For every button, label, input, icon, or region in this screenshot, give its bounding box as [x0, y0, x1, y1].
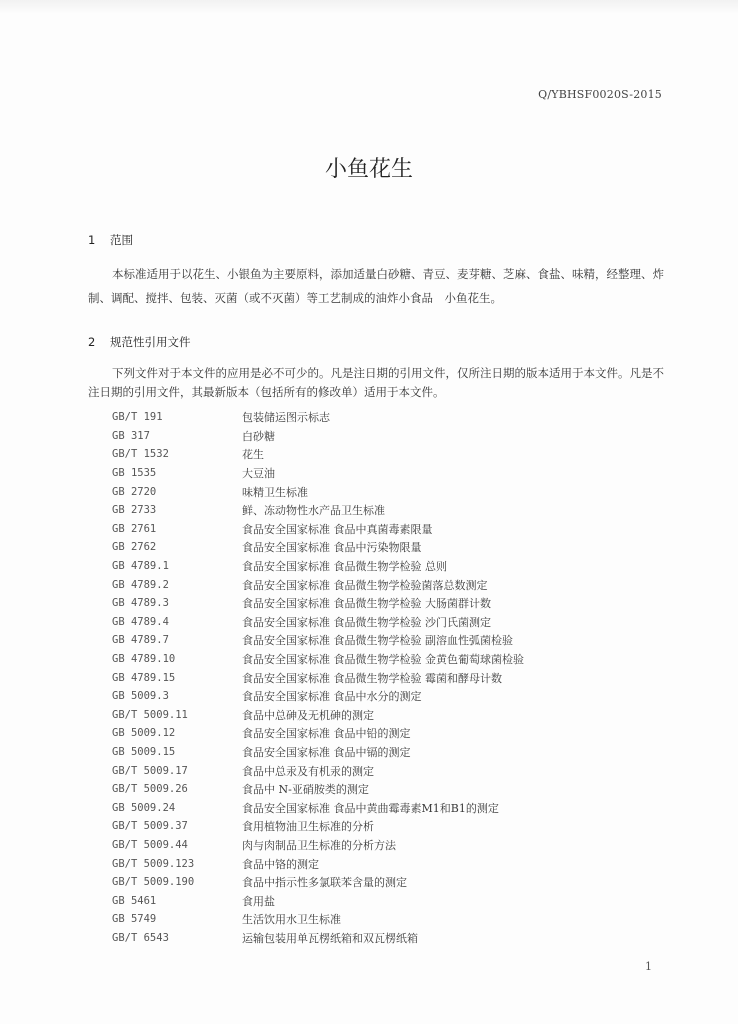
reference-title: 食品安全国家标准 食品中真菌毒素限量	[242, 522, 433, 536]
reference-title: 食用盐	[242, 894, 275, 908]
reference-title: 包装储运图示标志	[242, 411, 330, 425]
reference-item	[112, 501, 632, 520]
reference-item	[112, 891, 632, 910]
section-number: 1	[88, 233, 96, 247]
reference-item	[112, 798, 632, 817]
reference-item	[112, 929, 632, 948]
reference-code: GB/T 5009.17	[112, 764, 188, 777]
reference-item	[112, 743, 632, 762]
reference-title: 运输包装用单瓦楞纸箱和双瓦楞纸箱	[242, 931, 418, 945]
reference-code: GB/T 6543	[112, 931, 169, 944]
reference-item	[112, 761, 632, 780]
section-number: 2	[88, 335, 96, 349]
reference-title: 食品安全国家标准 食品微生物学检验菌落总数测定	[242, 578, 488, 592]
reference-code: GB 2761	[112, 522, 157, 535]
reference-title: 食品安全国家标准 食品中水分的测定	[242, 690, 422, 704]
reference-title: 食品安全国家标准 食品中污染物限量	[242, 541, 422, 555]
page-number: 1	[645, 960, 652, 973]
section-heading-references	[88, 334, 191, 350]
reference-item	[112, 631, 632, 650]
reference-item	[112, 557, 632, 576]
reference-code: GB 2733	[112, 504, 157, 517]
reference-code: GB 4789.1	[112, 560, 169, 573]
reference-code: GB 1535	[112, 467, 157, 480]
page-title: 小鱼花生	[324, 157, 413, 182]
reference-title: 食品安全国家标准 食品中铅的测定	[242, 727, 411, 741]
reference-code: GB 317	[112, 429, 150, 442]
reference-code: GB 4789.10	[112, 653, 176, 666]
section-paragraph-scope: 本标准适用于以花生、小银鱼为主要原料，添加适量白砂糖、青豆、麦芽糖、芝麻、食盐、味精，经整理、炸制、调配、搅拌、包装、灭菌（或不灭菌）等工艺制成的油炸小食品 小鱼花生。	[88, 267, 664, 305]
reference-code: GB 4789.7	[112, 634, 169, 647]
reference-item	[112, 445, 632, 464]
section-paragraph-references: 下列文件对于本文件的应用是必不可少的。凡是注日期的引用文件，仅所注日期的版本适用于本文件。凡是不注日期的引用文件，其最新版本（包括所有的修改单）适用于本文件。	[88, 366, 664, 399]
scan-edge	[0, 0, 738, 14]
reference-code: GB 5009.3	[112, 690, 169, 703]
reference-title: 食品安全国家标准 食品微生物学检验 副溶血性弧菌检验	[242, 634, 513, 648]
reference-title: 食品中指示性多氯联苯含量的测定	[242, 876, 407, 890]
reference-code: GB 4789.2	[112, 578, 169, 591]
reference-item	[112, 836, 632, 855]
reference-title: 味精卫生标准	[242, 485, 308, 499]
reference-item	[112, 780, 632, 799]
reference-item	[112, 520, 632, 539]
reference-code: GB 5009.12	[112, 727, 176, 740]
reference-item	[112, 817, 632, 836]
reference-item	[112, 668, 632, 687]
reference-item	[112, 854, 632, 873]
reference-item	[112, 724, 632, 743]
reference-item	[112, 650, 632, 669]
reference-title: 花生	[242, 448, 264, 462]
reference-item	[112, 873, 632, 892]
reference-code: GB 5009.15	[112, 745, 176, 758]
reference-title: 食品安全国家标准 食品微生物学检验 霉菌和酵母计数	[242, 671, 502, 685]
reference-title: 大豆油	[242, 467, 275, 481]
reference-item	[112, 464, 632, 483]
reference-item	[112, 538, 632, 557]
reference-title: 食品安全国家标准 食品微生物学检验 沙门氏菌测定	[242, 615, 491, 629]
reference-item	[112, 687, 632, 706]
document-code: Q/YBHSF0020S-2015	[538, 88, 662, 101]
reference-title: 食品中总汞及有机汞的测定	[242, 764, 374, 778]
reference-item	[112, 482, 632, 501]
reference-code: GB 4789.3	[112, 597, 169, 610]
reference-title: 食品安全国家标准 食品微生物学检验 金黄色葡萄球菌检验	[242, 653, 524, 667]
reference-code: GB/T 5009.26	[112, 783, 188, 796]
reference-title: 食品安全国家标准 食品微生物学检验 总则	[242, 560, 447, 574]
section-heading-scope	[88, 232, 133, 248]
reference-title: 肉与肉制品卫生标准的分析方法	[242, 838, 396, 852]
reference-code: GB/T 5009.11	[112, 708, 188, 721]
reference-item	[112, 594, 632, 613]
reference-code: GB 2720	[112, 485, 157, 498]
section-title: 范围	[110, 233, 133, 247]
reference-item	[112, 706, 632, 725]
reference-code: GB 4789.15	[112, 671, 176, 684]
reference-code: GB 2762	[112, 541, 157, 554]
reference-code: GB/T 5009.123	[112, 857, 195, 870]
reference-item	[112, 427, 632, 446]
reference-code: GB 5749	[112, 913, 157, 926]
section-title: 规范性引用文件	[110, 335, 191, 349]
reference-title: 食品中总砷及无机砷的测定	[242, 708, 374, 722]
reference-code: GB/T 5009.37	[112, 820, 188, 833]
reference-title: 鲜、冻动物性水产品卫生标准	[242, 504, 385, 518]
reference-list	[112, 408, 632, 947]
reference-title: 食用植物油卫生标准的分析	[242, 820, 374, 834]
reference-item	[112, 408, 632, 427]
reference-title: 白砂糖	[242, 429, 275, 443]
reference-code: GB 4789.4	[112, 615, 169, 628]
reference-item	[112, 613, 632, 632]
reference-code: GB/T 1532	[112, 448, 169, 461]
reference-title: 生活饮用水卫生标准	[242, 913, 341, 927]
reference-title: 食品安全国家标准 食品中黄曲霉毒素M1和B1的测定	[242, 801, 499, 815]
reference-title: 食品安全国家标准 食品微生物学检验 大肠菌群计数	[242, 597, 491, 611]
reference-code: GB/T 5009.190	[112, 876, 195, 889]
reference-item	[112, 910, 632, 929]
reference-code: GB 5009.24	[112, 801, 176, 814]
reference-title: 食品中铬的测定	[242, 857, 319, 871]
reference-code: GB/T 5009.44	[112, 838, 188, 851]
reference-title: 食品安全国家标准 食品中镉的测定	[242, 745, 411, 759]
reference-code: GB 5461	[112, 894, 157, 907]
reference-code: GB/T 191	[112, 411, 163, 424]
reference-item	[112, 575, 632, 594]
reference-title: 食品中 N-亚硝胺类的测定	[242, 783, 369, 797]
